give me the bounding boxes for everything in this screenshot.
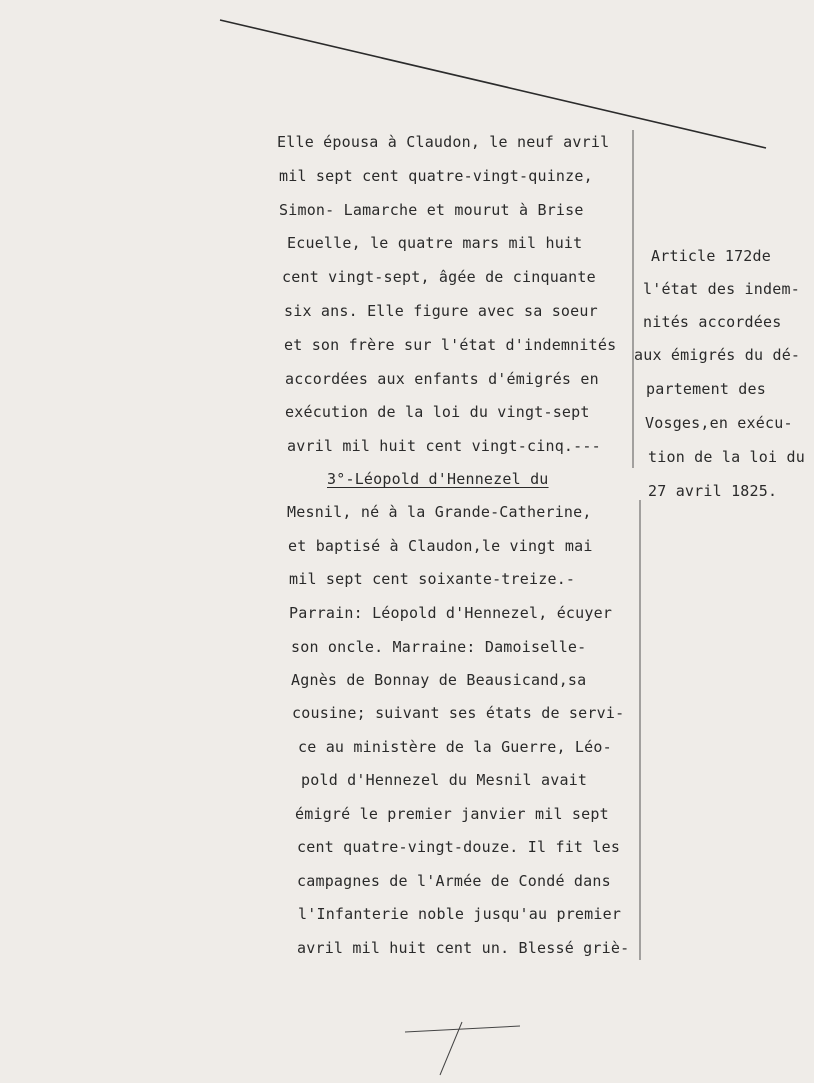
text-line: et son frère sur l'état d'indemnités [284, 336, 617, 354]
bottom-mark-a [405, 1026, 520, 1032]
margin-line: Article 172de [651, 247, 771, 265]
text-line: mil sept cent soixante-treize.- [289, 570, 576, 588]
text-line: exécution de la loi du vingt-sept [285, 403, 590, 421]
text-line: pold d'Hennezel du Mesnil avait [301, 771, 588, 789]
text-line: Mesnil, né à la Grande-Catherine, [287, 503, 592, 521]
text-line: accordées aux enfants d'émigrés en [285, 370, 599, 388]
margin-line: Vosges,en exécu- [645, 414, 793, 432]
text-line: Elle épousa à Claudon, le neuf avril [277, 133, 610, 151]
margin-line: 27 avril 1825. [648, 482, 778, 500]
text-line: Parrain: Léopold d'Hennezel, écuyer [289, 604, 613, 622]
text-line-heading: 3°-Léopold d'Hennezel du [327, 470, 549, 488]
margin-line: aux émigrés du dé- [634, 346, 801, 364]
text-line: cousine; suivant ses états de servi- [292, 704, 625, 722]
text-line: Simon- Lamarche et mourut à Brise [279, 201, 584, 219]
text-line: mil sept cent quatre-vingt-quinze, [279, 167, 593, 185]
diagonal-rule [220, 20, 766, 148]
text-line: Ecuelle, le quatre mars mil huit [287, 234, 583, 252]
text-line: avril mil huit cent un. Blessé griè- [297, 939, 630, 957]
margin-line: nités accordées [643, 313, 782, 331]
text-line: ce au ministère de la Guerre, Léo- [298, 738, 612, 756]
text-line: et baptisé à Claudon,le vingt mai [288, 537, 593, 555]
text-line: Agnès de Bonnay de Beausicand,sa [291, 671, 587, 689]
margin-line: l'état des indem- [643, 280, 800, 298]
margin-line: partement des [646, 380, 766, 398]
text-line: avril mil huit cent vingt-cinq.--- [287, 437, 601, 455]
text-line: émigré le premier janvier mil sept [295, 805, 609, 823]
text-line: campagnes de l'Armée de Condé dans [297, 872, 611, 890]
margin-line: tion de la loi du [648, 448, 805, 466]
text-line: six ans. Elle figure avec sa soeur [284, 302, 598, 320]
text-line: l'Infanterie noble jusqu'au premier [298, 905, 622, 923]
text-line: cent vingt-sept, âgée de cinquante [282, 268, 596, 286]
text-line: cent quatre-vingt-douze. Il fit les [297, 838, 621, 856]
text-line: son oncle. Marraine: Damoiselle- [291, 638, 587, 656]
